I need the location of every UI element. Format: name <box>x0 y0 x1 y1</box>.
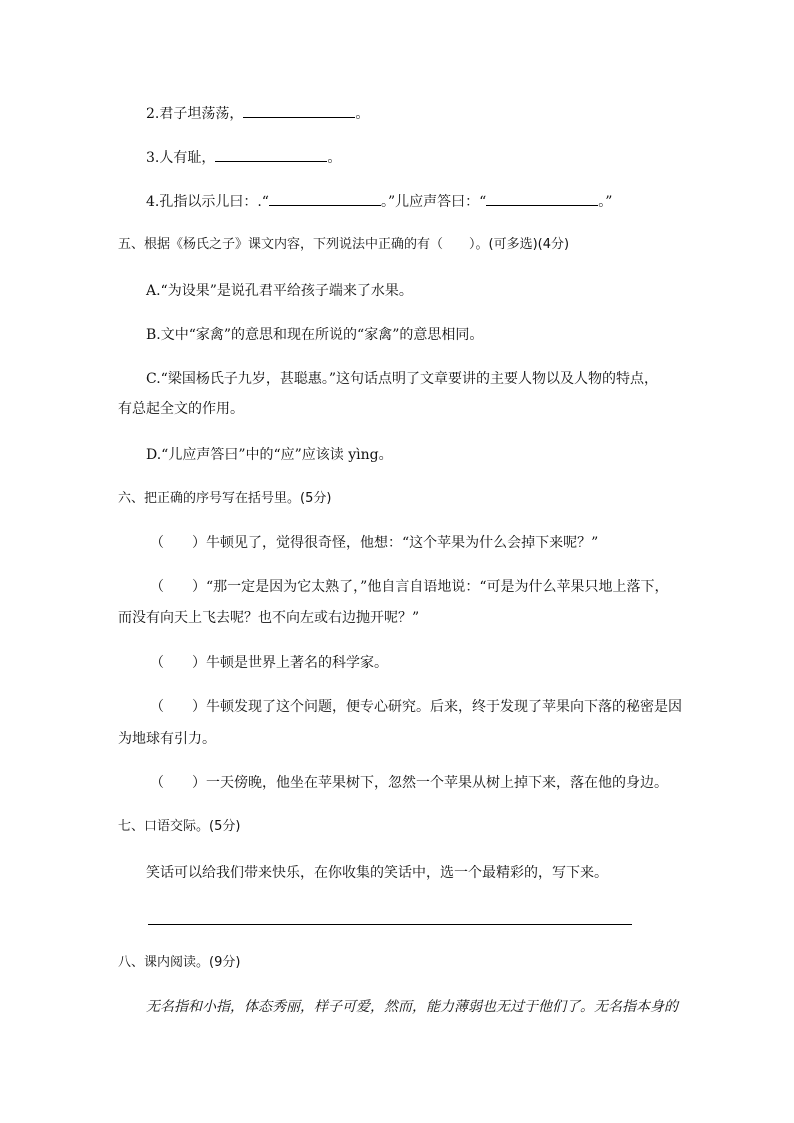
answer-blank[interactable] <box>486 191 598 206</box>
q6-item-4-cont: 为地球有引力。 <box>118 731 216 747</box>
q4-item-4 <box>146 191 612 212</box>
q4-item-2-end: 。 <box>355 106 370 122</box>
q5-option-c: C.“梁国杨氏子九岁，甚聪惠。”这句话点明了文章要讲的主要人物以及人物的特点， <box>146 371 658 387</box>
q5-option-a: A.“为设果”是说孔君平给孩子端来了水果。 <box>146 283 413 299</box>
q7-title: 七、口语交际。(5分) <box>118 819 241 834</box>
answer-blank[interactable] <box>215 147 327 162</box>
q4-item-4-mid: 。”儿应声答曰：“ <box>380 194 487 210</box>
answer-blank[interactable] <box>243 103 355 118</box>
q5-option-b: B.文中“家禽”的意思和现在所说的“家禽”的意思相同。 <box>146 327 484 343</box>
q5-title: 五、根据《杨氏之子》课文内容，下列说法中正确的有（ ）。(可多选)(4分) <box>118 237 570 252</box>
q4-item-4-end: 。” <box>598 194 613 210</box>
q4-item-2-text: 2.君子坦荡荡， <box>146 106 244 122</box>
q6-item-3: （ ）牛顿是世界上著名的科学家。 <box>150 655 388 671</box>
q4-item-4-text: 4.孔指以示儿曰：.“ <box>146 194 269 210</box>
q6-item-1: （ ）牛顿见了，觉得很奇怪，他想：“这个苹果为什么会掉下来呢？” <box>150 535 599 551</box>
q8-title: 八、课内阅读。(9分) <box>118 955 241 970</box>
answer-blank[interactable] <box>269 191 381 206</box>
q6-title: 六、把正确的序号写在括号里。(5分) <box>118 491 332 506</box>
q7-prompt: 笑话可以给我们带来快乐，在你收集的笑话中，选一个最精彩的，写下来。 <box>146 865 608 881</box>
q6-item-2: （ ）“那一定是因为它太熟了，”他自言自语地说：“可是为什么苹果只地上落下， <box>150 579 669 595</box>
q4-item-3-text: 3.人有耻， <box>146 150 216 166</box>
answer-line[interactable] <box>148 924 632 925</box>
q5-option-d: D.“儿应声答曰”中的“应”应该读 yìng。 <box>146 447 393 463</box>
q6-item-4: （ ）牛顿发现了这个问题，便专心研究。后来，终于发现了苹果向下落的秘密是因 <box>150 699 682 715</box>
q4-item-2 <box>146 103 369 124</box>
q4-item-3 <box>146 147 341 168</box>
q4-item-3-end: 。 <box>327 150 342 166</box>
q6-item-5: （ ）一天傍晚，他坐在苹果树下，忽然一个苹果从树上掉下来，落在他的身边。 <box>150 775 668 791</box>
q8-passage: 无名指和小指，体态秀丽，样子可爱，然而，能力薄弱也无过于他们了。无名指本身的 <box>146 999 678 1015</box>
q6-item-2-cont: 而没有向天上飞去呢？也不向左或右边抛开呢？” <box>118 610 420 626</box>
q5-option-c-cont: 有总起全文的作用。 <box>118 401 244 417</box>
